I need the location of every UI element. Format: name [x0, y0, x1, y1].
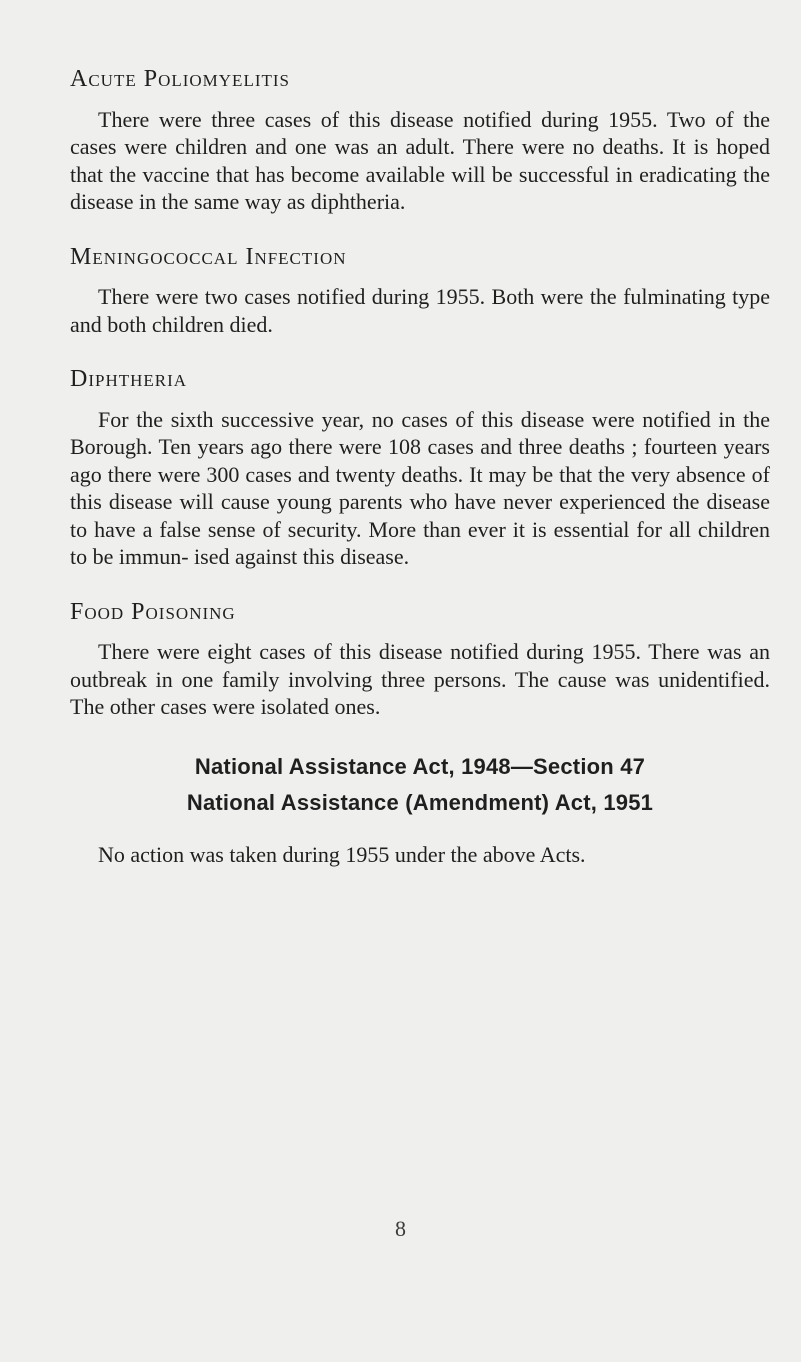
section-meningococcal-infection [70, 244, 770, 339]
section-national-assistance-acts [70, 749, 770, 868]
section-paragraph: There were eight cases of this disease notified during 1955. There was an outbreak in one family involving three persons. The cause was unidentified. The other cases were isolated ones. [70, 639, 770, 720]
section-heading: Meningococcal Infection [70, 243, 347, 270]
section-heading: Acute Poliomyelitis [70, 66, 290, 92]
section-acute-poliomyelitis [70, 66, 770, 216]
acts-paragraph: No action was taken during 1955 under the above Acts. [98, 841, 586, 867]
page-number: 8 [395, 1216, 406, 1241]
acts-title-1948: National Assistance Act, 1948—Section 47 [194, 753, 646, 779]
section-food-poisoning [70, 599, 770, 721]
section-heading: Diphtheria [70, 366, 188, 393]
section-paragraph: There were two cases notified during 1955. Both were the fulminating type and both children died. [70, 284, 770, 337]
section-paragraph: There were three cases of this disease notified during 1955. Two of the cases were children and one was an adult. There were no deaths. It is hoped that the vaccine that has become available will be successful in eradicating the disease in the same way as diphtheria. [70, 106, 770, 215]
document-page [70, 66, 770, 868]
section-paragraph: For the sixth successive year, no cases of this disease were notified in the Borough. Ten years ago there were 108 cases and three deaths ; fourteen years ago there were 300 cases and twenty deaths. It may be that the very absence of this disease will cause young parents who have never experienced the disease to have a false sense of security. More than ever it is essential for all children to be immun- ised against this disease. [70, 406, 770, 570]
section-diphtheria [70, 366, 770, 571]
acts-title-1951: National Assistance (Amendment) Act, 1951 [186, 789, 654, 815]
section-heading: Food Poisoning [70, 598, 236, 625]
